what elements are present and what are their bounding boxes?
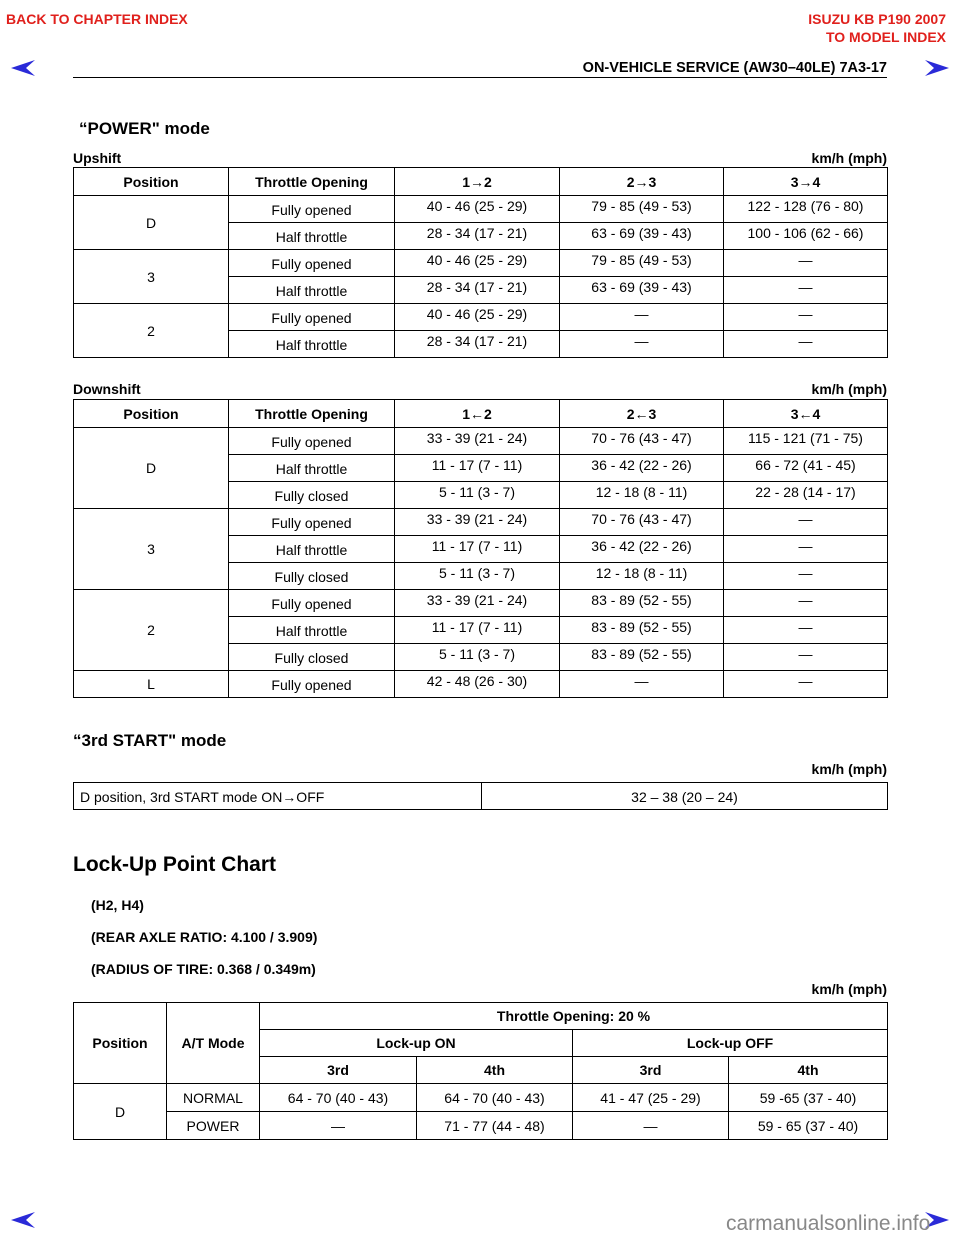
previous-page-bottom-arrow-icon[interactable] <box>10 1210 36 1230</box>
lockup-mode-cell: NORMAL <box>167 1084 260 1112</box>
lockup-mode-cell: POWER <box>167 1112 260 1140</box>
shift-speed-cell: — <box>724 277 888 304</box>
table-row <box>74 1112 888 1140</box>
throttle-opening-cell: Fully closed <box>229 482 395 509</box>
table-row <box>74 590 888 617</box>
site-watermark: carmanualsonline.info <box>726 1212 931 1235</box>
header-rule <box>73 77 887 78</box>
shift-speed-cell: 36 - 42 (22 - 26) <box>560 455 724 482</box>
position-cell: D <box>74 428 229 509</box>
shift-speed-cell: 22 - 28 (14 - 17) <box>724 482 888 509</box>
column-header: 3→4 <box>724 168 888 196</box>
lockup-chart-title: Lock-Up Point Chart <box>73 853 276 876</box>
shift-speed-cell: — <box>724 671 888 698</box>
table-cell: 64 - 70 (40 - 43) <box>260 1084 417 1112</box>
position-cell: 3 <box>74 509 229 590</box>
shift-speed-cell: 83 - 89 (52 - 55) <box>560 590 724 617</box>
shift-speed-cell: — <box>560 671 724 698</box>
throttle-opening-cell: Half throttle <box>229 277 395 304</box>
lockup-table <box>73 1002 888 1140</box>
shift-speed-cell: 36 - 42 (22 - 26) <box>560 536 724 563</box>
table-cell: 71 - 77 (44 - 48) <box>417 1112 573 1140</box>
model-title-link[interactable]: ISUZU KB P190 2007 <box>808 11 946 27</box>
shift-speed-cell: 33 - 39 (21 - 24) <box>395 428 560 455</box>
throttle-opening-cell: Fully closed <box>229 644 395 671</box>
shift-speed-cell: — <box>724 509 888 536</box>
throttle-opening-cell: Fully opened <box>229 196 395 223</box>
lockup-position-header: Position <box>74 1003 167 1084</box>
upshift-label: Upshift <box>73 150 122 166</box>
throttle-opening-cell: Fully opened <box>229 671 395 698</box>
lockup-tire-radius: (RADIUS OF TIRE: 0.368 / 0.349m) <box>91 961 316 977</box>
column-header: 1→2 <box>395 168 560 196</box>
upshift-unit: km/h (mph) <box>811 150 887 166</box>
shift-speed-cell: 40 - 46 (25 - 29) <box>395 196 560 223</box>
table-row <box>74 196 888 223</box>
next-page-arrow-icon[interactable] <box>924 58 950 78</box>
column-header: 1←2 <box>395 400 560 428</box>
column-header: Position <box>74 168 229 196</box>
lockup-gear-header: 3rd <box>260 1057 417 1084</box>
throttle-opening-cell: Fully opened <box>229 250 395 277</box>
throttle-opening-cell: Half throttle <box>229 536 395 563</box>
table-header-row <box>74 400 888 428</box>
lockup-position-cell: D <box>74 1084 167 1140</box>
downshift-label: Downshift <box>73 381 141 397</box>
lockup-gear-header: 4th <box>729 1057 888 1084</box>
third-start-unit: km/h (mph) <box>811 761 887 777</box>
shift-speed-cell: — <box>724 304 888 331</box>
shift-speed-cell: 66 - 72 (41 - 45) <box>724 455 888 482</box>
shift-speed-cell: 28 - 34 (17 - 21) <box>395 331 560 358</box>
shift-speed-cell: — <box>724 250 888 277</box>
downshift-unit: km/h (mph) <box>811 381 887 397</box>
shift-speed-cell: — <box>724 617 888 644</box>
shift-speed-cell: 12 - 18 (8 - 11) <box>560 482 724 509</box>
position-cell: 2 <box>74 590 229 671</box>
shift-speed-cell: 5 - 11 (3 - 7) <box>395 644 560 671</box>
table-row <box>74 304 888 331</box>
lockup-unit: km/h (mph) <box>811 981 887 997</box>
shift-speed-cell: 5 - 11 (3 - 7) <box>395 563 560 590</box>
table-row <box>74 671 888 698</box>
shift-speed-cell: — <box>560 331 724 358</box>
shift-speed-cell: 79 - 85 (49 - 53) <box>560 250 724 277</box>
throttle-opening-cell: Half throttle <box>229 223 395 250</box>
throttle-opening-cell: Fully opened <box>229 428 395 455</box>
shift-speed-cell: — <box>724 331 888 358</box>
position-cell: 3 <box>74 250 229 304</box>
throttle-opening-cell: Half throttle <box>229 617 395 644</box>
column-header: Throttle Opening <box>229 400 395 428</box>
shift-speed-cell: 100 - 106 (62 - 66) <box>724 223 888 250</box>
shift-speed-cell: — <box>560 304 724 331</box>
power-mode-title: “POWER" mode <box>79 119 210 138</box>
third-start-condition: D position, 3rd START mode ON→OFF <box>74 783 482 810</box>
throttle-opening-cell: Fully opened <box>229 590 395 617</box>
shift-speed-cell: 28 - 34 (17 - 21) <box>395 277 560 304</box>
table-cell: 59 - 65 (37 - 40) <box>729 1112 888 1140</box>
to-model-index-link[interactable]: TO MODEL INDEX <box>825 29 946 45</box>
shift-speed-cell: 40 - 46 (25 - 29) <box>395 250 560 277</box>
table-row <box>74 1003 888 1030</box>
shift-speed-cell: — <box>724 644 888 671</box>
shift-speed-cell: 79 - 85 (49 - 53) <box>560 196 724 223</box>
shift-speed-cell: 83 - 89 (52 - 55) <box>560 644 724 671</box>
throttle-opening-cell: Fully opened <box>229 509 395 536</box>
throttle-opening-cell: Fully opened <box>229 304 395 331</box>
table-cell: — <box>573 1112 729 1140</box>
table-row <box>74 1084 888 1112</box>
position-cell: 2 <box>74 304 229 358</box>
lockup-gear-header: 3rd <box>573 1057 729 1084</box>
downshift-table <box>73 399 888 698</box>
shift-speed-cell: 115 - 121 (71 - 75) <box>724 428 888 455</box>
lockup-off-header: Lock-up OFF <box>573 1030 888 1057</box>
lockup-axle-ratio: (REAR AXLE RATIO: 4.100 / 3.909) <box>91 929 318 945</box>
shift-speed-cell: 122 - 128 (76 - 80) <box>724 196 888 223</box>
shift-speed-cell: 11 - 17 (7 - 11) <box>395 617 560 644</box>
table-cell: — <box>260 1112 417 1140</box>
column-header: 2←3 <box>560 400 724 428</box>
third-start-value: 32 – 38 (20 – 24) <box>482 783 888 810</box>
shift-speed-cell: 83 - 89 (52 - 55) <box>560 617 724 644</box>
shift-speed-cell: 63 - 69 (39 - 43) <box>560 277 724 304</box>
shift-speed-cell: 42 - 48 (26 - 30) <box>395 671 560 698</box>
table-cell: 59 -65 (37 - 40) <box>729 1084 888 1112</box>
table-row <box>74 509 888 536</box>
shift-speed-cell: 63 - 69 (39 - 43) <box>560 223 724 250</box>
upshift-table <box>73 167 888 358</box>
shift-speed-cell: 33 - 39 (21 - 24) <box>395 590 560 617</box>
shift-speed-cell: 40 - 46 (25 - 29) <box>395 304 560 331</box>
column-header: 3←4 <box>724 400 888 428</box>
shift-speed-cell: 33 - 39 (21 - 24) <box>395 509 560 536</box>
table-header-row <box>74 168 888 196</box>
back-to-chapter-link[interactable]: BACK TO CHAPTER INDEX <box>6 11 188 27</box>
shift-speed-cell: 11 - 17 (7 - 11) <box>395 536 560 563</box>
position-cell: L <box>74 671 229 698</box>
lockup-gear-header: 4th <box>417 1057 573 1084</box>
shift-speed-cell: 70 - 76 (43 - 47) <box>560 509 724 536</box>
lockup-model-codes: (H2, H4) <box>91 897 144 913</box>
lockup-mode-header: A/T Mode <box>167 1003 260 1084</box>
shift-speed-cell: 11 - 17 (7 - 11) <box>395 455 560 482</box>
table-row <box>74 250 888 277</box>
column-header: 2→3 <box>560 168 724 196</box>
throttle-opening-cell: Half throttle <box>229 455 395 482</box>
throttle-opening-cell: Fully closed <box>229 563 395 590</box>
shift-speed-cell: 12 - 18 (8 - 11) <box>560 563 724 590</box>
lockup-on-header: Lock-up ON <box>260 1030 573 1057</box>
lockup-throttle-header: Throttle Opening: 20 % <box>260 1003 888 1030</box>
table-cell: 41 - 47 (25 - 29) <box>573 1084 729 1112</box>
page-header-title: ON-VEHICLE SERVICE (AW30–40LE) 7A3-17 <box>582 60 887 76</box>
position-cell: D <box>74 196 229 250</box>
shift-speed-cell: 28 - 34 (17 - 21) <box>395 223 560 250</box>
third-start-table <box>73 782 888 810</box>
throttle-opening-cell: Half throttle <box>229 331 395 358</box>
column-header: Throttle Opening <box>229 168 395 196</box>
third-start-title: “3rd START" mode <box>73 731 227 750</box>
table-row <box>74 783 888 810</box>
previous-page-arrow-icon[interactable] <box>10 58 36 78</box>
shift-speed-cell: — <box>724 590 888 617</box>
column-header: Position <box>74 400 229 428</box>
table-row <box>74 428 888 455</box>
table-cell: 64 - 70 (40 - 43) <box>417 1084 573 1112</box>
shift-speed-cell: — <box>724 536 888 563</box>
shift-speed-cell: — <box>724 563 888 590</box>
shift-speed-cell: 70 - 76 (43 - 47) <box>560 428 724 455</box>
shift-speed-cell: 5 - 11 (3 - 7) <box>395 482 560 509</box>
